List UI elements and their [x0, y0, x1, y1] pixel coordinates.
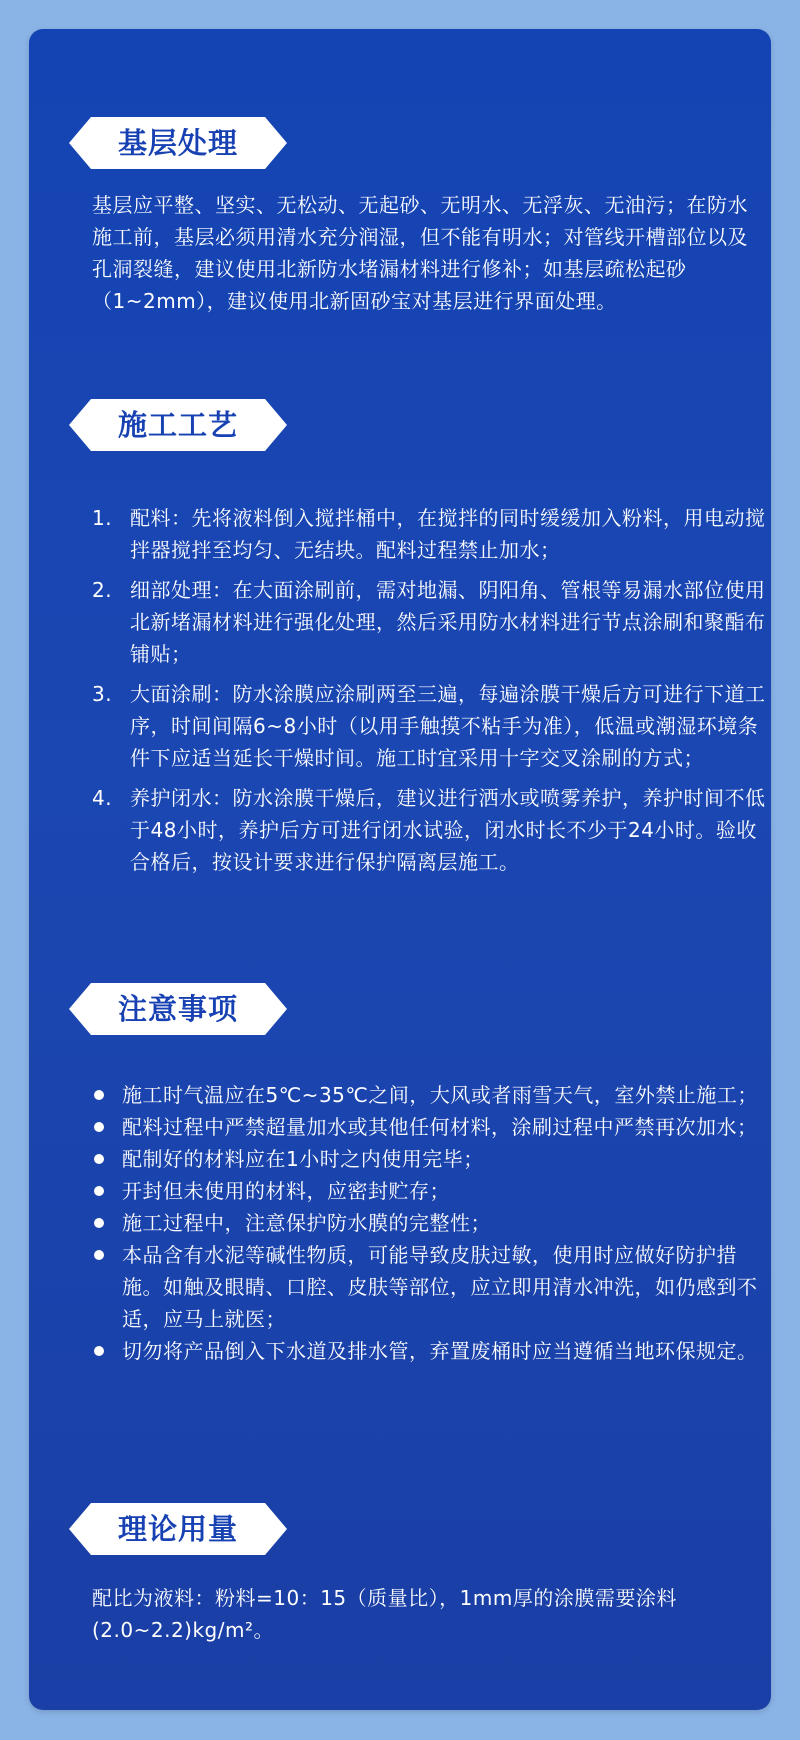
step-number: 4.	[92, 786, 113, 810]
list-item	[92, 782, 772, 878]
precaution-text: 配制好的材料应在1小时之内使用完毕；	[122, 1147, 484, 1171]
construction-steps-list	[92, 502, 772, 886]
step-number: 3.	[92, 682, 113, 706]
bullet-icon	[94, 1218, 104, 1228]
step-text: 大面涂刷：防水涂膜应涂刷两至三遍，每遍涂膜干燥后方可进行下道工序，时间间隔6~8小时（以用手触摸不粘手为准），低温或潮湿环境条件下应适当延长干燥时间。施工时宜采用十字交叉涂刷的方式；	[130, 682, 766, 770]
section-badge-theoretical-usage	[69, 1503, 287, 1555]
bullet-icon	[94, 1346, 104, 1356]
list-item	[92, 574, 772, 670]
list-item	[92, 678, 772, 774]
step-number: 2.	[92, 578, 113, 602]
precaution-text: 施工过程中，注意保护防水膜的完整性；	[122, 1211, 491, 1235]
section-badge-precautions	[69, 983, 287, 1035]
section-title: 理论用量	[117, 1512, 238, 1546]
list-item	[92, 502, 772, 566]
list-item	[92, 1239, 772, 1335]
step-text: 养护闭水：防水涂膜干燥后，建议进行洒水或喷雾养护，养护时间不低于48小时，养护后方可进行闭水试验，闭水时长不少于24小时。验收合格后，按设计要求进行保护隔离层施工。	[130, 786, 766, 874]
section-title: 基层处理	[117, 126, 238, 160]
base-treatment-paragraph: 基层应平整、坚实、无松动、无起砂、无明水、无浮灰、无油污；在防水施工前，基层必须用清水充分润湿，但不能有明水；对管线开槽部位以及孔洞裂缝，建议使用北新防水堵漏材料进行修补；如基层疏松起砂（1~2mm），建议使用北新固砂宝对基层进行界面处理。	[92, 193, 748, 313]
step-text: 配料：先将液料倒入搅拌桶中，在搅拌的同时缓缓加入粉料，用电动搅拌器搅拌至均匀、无结块。配料过程禁止加水；	[130, 506, 766, 562]
bullet-icon	[94, 1122, 104, 1132]
precaution-text: 配料过程中严禁超量加水或其他任何材料，涂刷过程中严禁再次加水；	[122, 1115, 758, 1139]
list-item	[92, 1335, 772, 1367]
list-item	[92, 1175, 772, 1207]
section-title: 施工工艺	[117, 408, 238, 442]
list-item	[92, 1111, 772, 1143]
precaution-text: 本品含有水泥等碱性物质，可能导致皮肤过敏，使用时应做好防护措施。如触及眼睛、口腔、皮肤等部位，应立即用清水冲洗，如仍感到不适，应马上就医；	[122, 1243, 758, 1331]
bullet-icon	[94, 1250, 104, 1260]
precaution-text: 开封但未使用的材料，应密封贮存；	[122, 1179, 450, 1203]
bullet-icon	[94, 1186, 104, 1196]
step-text: 细部处理：在大面涂刷前，需对地漏、阴阳角、管根等易漏水部位使用北新堵漏材料进行强化处理，然后采用防水材料进行节点涂刷和聚酯布铺贴；	[130, 578, 766, 666]
precaution-text: 施工时气温应在5℃~35℃之间，大风或者雨雪天气，室外禁止施工；	[122, 1083, 758, 1107]
list-item	[92, 1207, 772, 1239]
precautions-list	[92, 1079, 772, 1367]
theoretical-usage-paragraph: 配比为液料：粉料=10：15（质量比），1mm厚的涂膜需要涂料(2.0~2.2)kg/m²。	[92, 1586, 677, 1642]
section-badge-construction-process	[69, 399, 287, 451]
step-number: 1.	[92, 506, 113, 530]
content-card	[29, 29, 771, 1710]
list-item	[92, 1079, 772, 1111]
bullet-icon	[94, 1090, 104, 1100]
section-title: 注意事项	[117, 992, 238, 1026]
section-badge-base-treatment	[69, 117, 287, 169]
bullet-icon	[94, 1154, 104, 1164]
list-item	[92, 1143, 772, 1175]
precaution-text: 切勿将产品倒入下水道及排水管，弃置废桶时应当遵循当地环保规定。	[122, 1339, 758, 1363]
